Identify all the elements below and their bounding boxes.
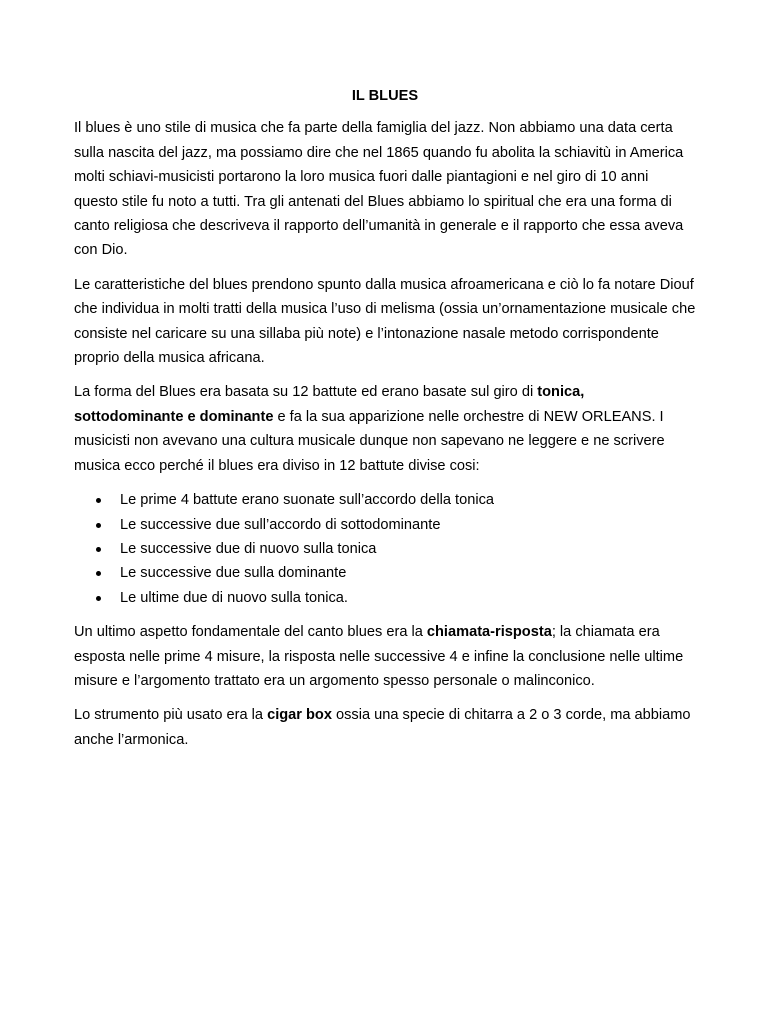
list-item-text: Le prime 4 battute erano suonate sull’accordo della tonica bbox=[120, 492, 495, 509]
list-item bbox=[74, 488, 696, 512]
paragraph-call-response-text-2: ; la chiamata era esposta nelle prime 4 misure, la risposta nelle successive 4 e infine la conclusione nelle ultime misure e l’argomento trattato era un argomento spesso personale o malinconico. bbox=[74, 624, 684, 689]
paragraph-form-text-2: e fa la sua apparizione nelle orchestre di NEW ORLEANS. I musicisti non avevano una cultura musicale dunque non sapevano ne leggere e ne scrivere musica ecco perché il blues era diviso in 12 battute divise cosi: bbox=[74, 408, 665, 474]
bullet-icon bbox=[96, 547, 101, 552]
paragraph-call-response-text-1: Un ultimo aspetto fondamentale del canto blues era la bbox=[74, 624, 427, 641]
paragraph-call-response-bold: chiamata-risposta bbox=[426, 624, 552, 641]
paragraph-instrument bbox=[74, 703, 696, 752]
list-item-text: Le successive due sulla dominante bbox=[120, 565, 347, 582]
list-item bbox=[74, 513, 696, 537]
paragraph-call-response bbox=[74, 620, 696, 693]
list-item-text: Le successive due sull’accordo di sottodominante bbox=[120, 516, 441, 533]
document-body bbox=[74, 84, 696, 762]
paragraph-form-bold: tonica, sottodominante e dominante bbox=[74, 384, 585, 425]
list-item-text: Le ultime due di nuovo sulla tonica. bbox=[120, 589, 348, 606]
paragraph-form bbox=[74, 380, 696, 478]
list-item bbox=[74, 561, 696, 585]
paragraph-intro: Il blues è uno stile di musica che fa parte della famiglia del jazz. Non abbiamo una data certa sulla nascita del jazz, ma possiamo dire che nel 1865 quando fu abolita la schiavitù in America molti schiavi-musicisti portarono la loro musica fuori dalle piantagioni e nel giro di 10 anni questo stile fu noto a tutti. Tra gli antenati del Blues abbiamo lo spiritual che era una forma di canto religiosa che descriveva il rapporto dell’umanità in generale e il rapporto che essa aveva con Dio. bbox=[74, 120, 684, 259]
paragraph-instrument-text-1: Lo strumento più usato era la bbox=[74, 707, 268, 724]
bullet-icon bbox=[96, 596, 101, 601]
bullet-icon bbox=[96, 498, 101, 503]
bullet-list bbox=[74, 488, 696, 610]
list-item bbox=[74, 586, 696, 610]
paragraph-characteristics: Le caratteristiche del blues prendono spunto dalla musica afroamericana e ciò lo fa notare Diouf che individua in molti tratti della musica l’uso di melisma (ossia un’ornamentazione musicale che consiste nel caricare su una sillaba più note) e l’intonazione nasale metodo corrispondente proprio della musica africana. bbox=[74, 276, 696, 367]
list-item bbox=[74, 537, 696, 561]
paragraph-form-text-1: La forma del Blues era basata su 12 battute ed erano basate sul giro di bbox=[74, 384, 538, 401]
paragraph-instrument-text-2: ossia una specie di chitarra a 2 o 3 corde, ma abbiamo anche l’armonica. bbox=[74, 707, 691, 748]
list-item-text: Le successive due di nuovo sulla tonica bbox=[120, 540, 377, 557]
bullet-icon bbox=[96, 571, 101, 576]
paragraph-instrument-bold: cigar box bbox=[267, 707, 332, 724]
bullet-icon bbox=[96, 523, 101, 528]
document-title: IL BLUES bbox=[351, 88, 419, 104]
